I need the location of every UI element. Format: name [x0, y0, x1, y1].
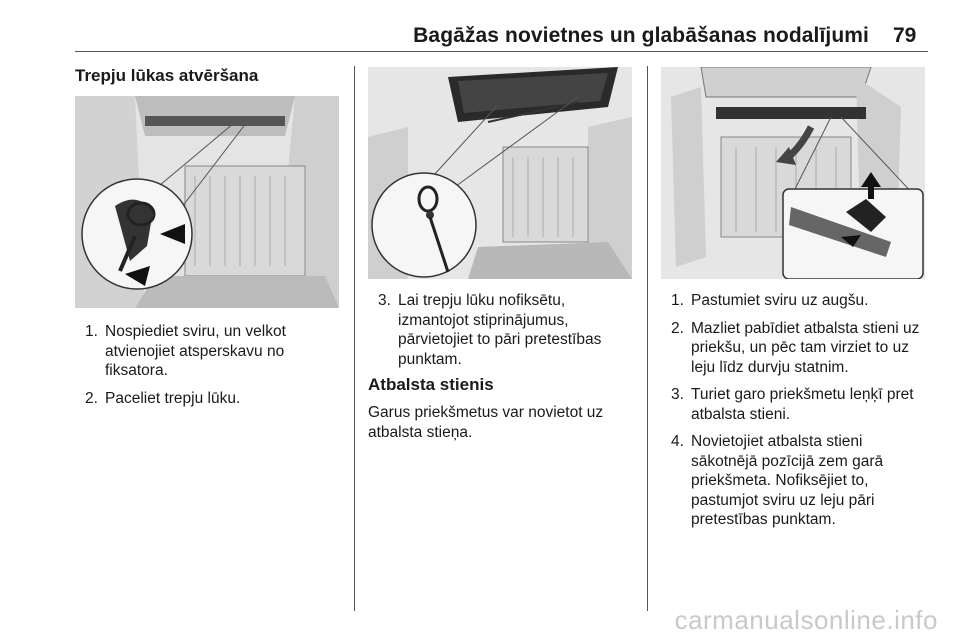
figure-support-bar: [661, 67, 925, 279]
step-text: Pastumiet sviru uz augšu.: [691, 292, 869, 309]
section-heading-open-hatch: Trepju lūkas atvēršana: [75, 66, 259, 85]
column-divider-right: [647, 66, 648, 611]
list-item: [85, 322, 330, 381]
step-number: 1.: [85, 323, 98, 340]
header-divider: [75, 51, 928, 52]
figure-hatch-release-lever: [75, 96, 339, 308]
watermark: carmanualsonline.info: [674, 605, 938, 635]
step-number: 4.: [671, 433, 684, 450]
step-number: 2.: [671, 319, 684, 337]
step-number: 3.: [671, 386, 684, 403]
list-item: [671, 432, 931, 530]
step-text: Lai trepju lūku nofiksētu, izmantojot stiprinājumus, pārvietojiet to pāri pretestības punktam.: [398, 292, 602, 368]
step-text: Mazliet pabīdiet atbalsta stieni uz priekšu, un pēc tam virziet to uz leju līdz durvju statnim.: [691, 319, 920, 376]
support-bar-paragraph: Garus priekšmetus var novietot uz atbalsta stieņa.: [368, 404, 604, 441]
step-number: 2.: [85, 389, 98, 407]
column-divider-left: [354, 66, 355, 611]
step-text: Nospiediet sviru, un velkot atvienojiet atsperskavu no fiksatora.: [105, 323, 286, 379]
col2-step-list: [378, 291, 628, 377]
step-number: 3.: [378, 292, 391, 309]
list-item: [378, 291, 628, 369]
figure-hatch-fixed-open: [368, 67, 632, 279]
list-item: [671, 385, 931, 424]
list-item: [671, 319, 931, 378]
page-number: 79: [893, 24, 917, 47]
page-header-title: Bagāžas novietnes un glabāšanas nodalījumi: [413, 24, 869, 47]
section-heading-support-bar: Atbalsta stienis: [368, 375, 494, 394]
list-item: [85, 389, 330, 409]
step-text: Novietojiet atbalsta stieni sākotnējā pozīcijā zem garā priekšmeta. Nofiksējiet to, pastumjot sviru uz leju pāri pretestības punktam.: [691, 433, 884, 528]
col1-step-list: [85, 322, 330, 416]
col3-step-list: [671, 291, 931, 538]
step-text: Turiet garo priekšmetu leņķī pret atbalsta stieni.: [691, 386, 914, 423]
list-item: [671, 291, 931, 311]
step-number: 1.: [671, 292, 684, 309]
step-text: Paceliet trepju lūku.: [105, 389, 241, 407]
